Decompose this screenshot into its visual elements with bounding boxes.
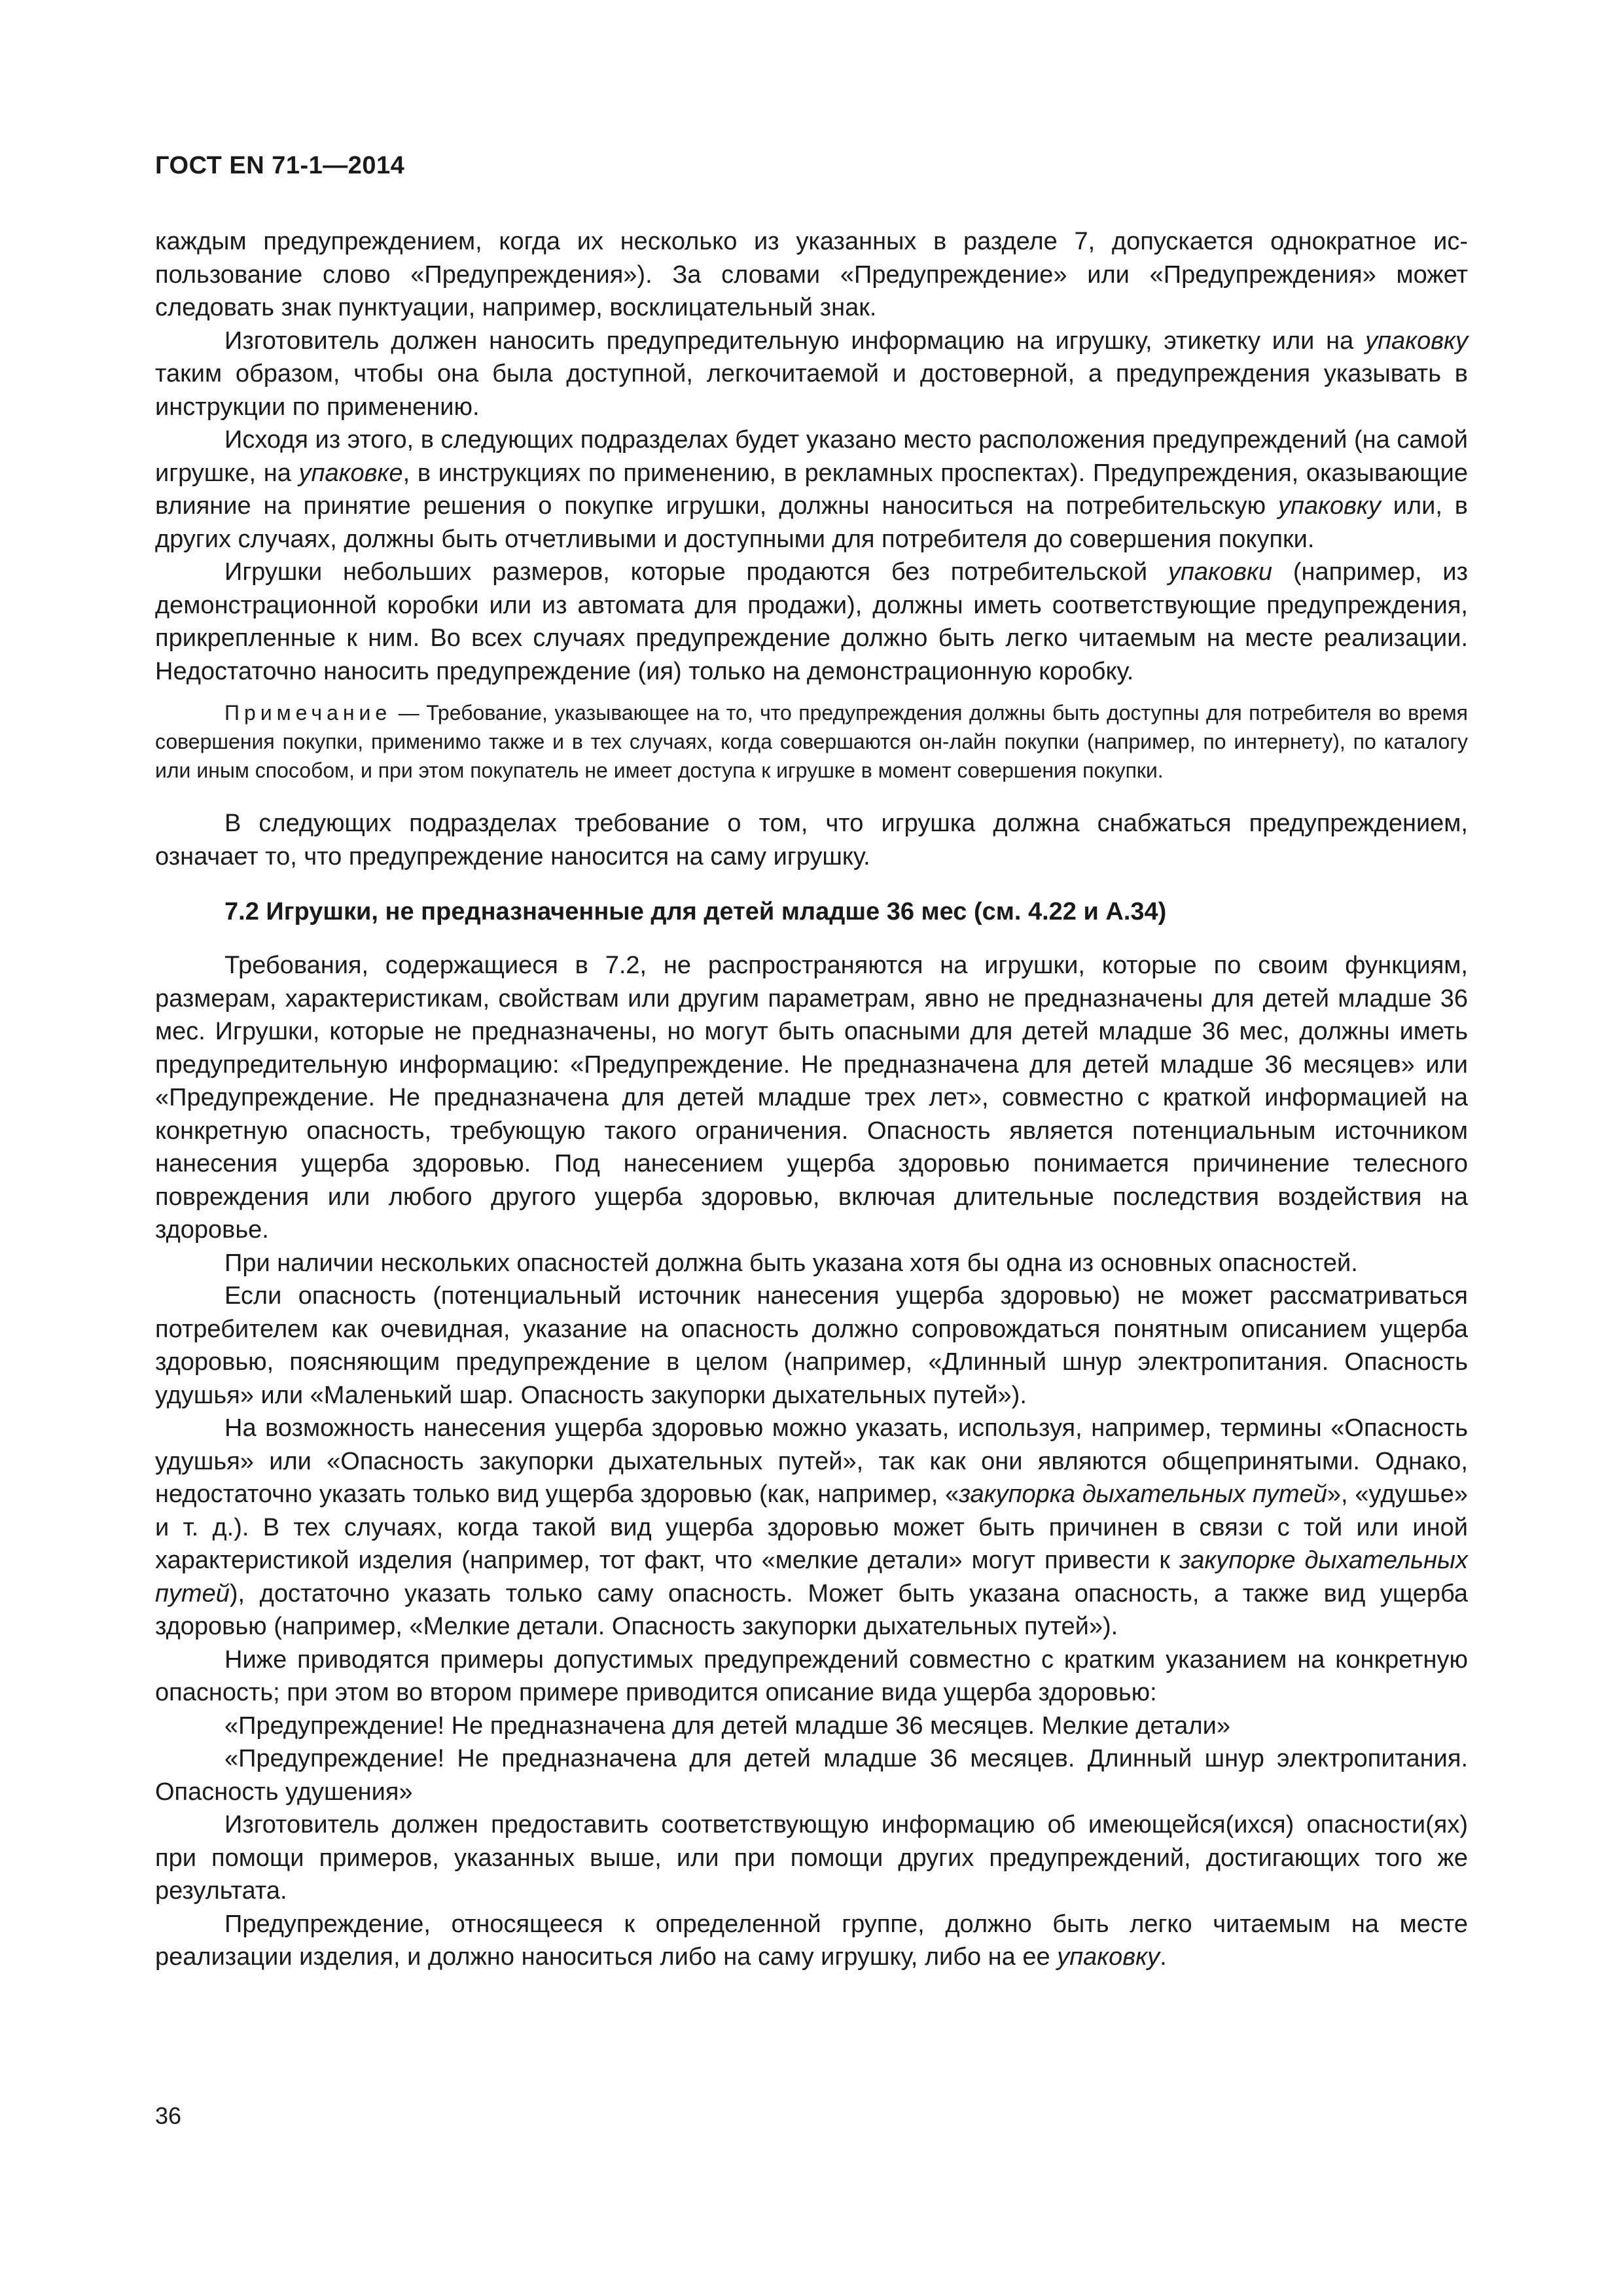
paragraph-text: «Предупреждение! Не предназначена для детей младше 36 месяцев. Длинный шнур электропитания. Опасность удушения» (155, 1745, 1468, 1806)
document-body (155, 225, 1468, 1974)
paragraph-text: , в инструкциях по применению, в рекламных проспектах). Предупреждения, оказывающие влияние на принятие решения о покупке игрушки, должны наноситься на потребительскую (155, 459, 1468, 520)
paragraph-text: Ниже приводятся примеры допустимых предупреждений совместно с кратким указанием на конкретную опасность; при этом во втором примере приводится описание вида ущерба здоровью: (155, 1645, 1468, 1706)
paragraph-multiple-hazards (155, 1247, 1468, 1280)
paragraph-text: Игрушки небольших размеров, которые продаются без потребительской (224, 558, 1168, 586)
paragraph-text: Исходя из этого, в следующих подразделах будет указано место расположения предупреждений (на самой игрушке, на (155, 426, 1468, 487)
italic-term: упаковке (298, 459, 403, 487)
italic-term: упаковку (1057, 1943, 1160, 1971)
document-header: ГОСТ EN 71-1—2014 (155, 152, 405, 179)
paragraph-text: таким образом, чтобы она была доступной, легкочитаемой и достоверной, а предупреждения указывать в инструкции по применению. (155, 360, 1468, 421)
paragraph-text: Если опасность (потенциальный источник нанесения ущерба здоровью) не может рассматриваться потребителем как очевидная, указание на опасность должно сопровождаться понятным описанием ущерба здоровью, поясняющим предупреждение в целом (например, «Длинный шнур электропитания. Опасность удушья» или «Маленький шар. Опасность закупорки дыхательных путей»). (155, 1282, 1468, 1409)
paragraph-text: На возможность нанесения ущерба здоровью можно указать, используя, например, термины «Опасность удушья» или «Опасность закупорки дыхательных путей», так как они являются общепринятыми. Однако, недостаточно указать только вид ущерба здоровью (как, например, « (155, 1414, 1468, 1508)
paragraph-text: или, в других случаях, должны быть отчетливыми и доступными для потребителя до совершения покупки. (155, 492, 1468, 553)
paragraph-text: Предупреждение, относящееся к определенной группе, должно быть легко читаемым на месте реализации изделия, и должно наноситься либо на саму игрушку, либо на ее (155, 1910, 1468, 1971)
note-label: Примечание (224, 701, 392, 725)
paragraph-continuation (155, 225, 1468, 325)
paragraph-text: (например, из демонстрационной коробки или из автомата для продажи), должны иметь соответствующие предупреждения, прикрепленные к ним. Во всех случаях предупреждение должно быть легко читаемым на месте реализации. Недостаточно наносить предупреждение (ия) только на демонстрационную коробку. (155, 558, 1468, 685)
page-number: 36 (155, 2102, 182, 2129)
italic-term: закупорка дыхательных путей (959, 1480, 1327, 1508)
paragraph-text: », «удушье» и т. д.). В тех случаях, когда такой вид ущерба здоровью может быть причинен в связи с той или иной характеристикой изделия (например, тот факт, что «мелкие детали» могут привести к (155, 1480, 1468, 1574)
document-page (155, 0, 1468, 2296)
paragraph-subsection-meaning (155, 807, 1468, 873)
paragraph-requirements-7-2 (155, 949, 1468, 1247)
paragraph-warning-location (155, 423, 1468, 556)
paragraph-text: В следующих подразделах требование о том, что игрушка должна снабжаться предупреждением, означает то, что предупреждение наносится на саму игрушку. (155, 810, 1468, 870)
paragraph-manufacturer-warning (155, 325, 1468, 424)
paragraph-text: Требования, содержащиеся в 7.2, не распространяются на игрушки, которые по своим функциям, размерам, характеристикам, свойствам или другим параметрам, явно не предназначены для детей младше 36 мес. Игрушки, которые не предназначены, но могут быть опасными для детей младше 36 мес, должны иметь предупредительную информацию: «Предупреждение. Не предназначена для детей младше 36 месяцев» или «Предупреждение. Не предназначена для детей младше трех лет», совместно с краткой информацией на конкретную опасность, требующую такого ограничения. Опасность является потенциальным источником нанесения ущерба здоровью. Под нанесением ущерба здоровью понимается причинение телесного повреждения или любого другого ущерба здоровью, включая длительные последствия воздействия на здоровье. (155, 952, 1468, 1244)
example-warning-2 (155, 1742, 1468, 1808)
paragraph-text: При наличии нескольких опасностей должна быть указана хотя бы одна из основных опасностей. (224, 1249, 1358, 1277)
paragraph-hazard-terms (155, 1412, 1468, 1643)
italic-term: упаковку (1365, 327, 1468, 355)
paragraph-small-toys (155, 556, 1468, 688)
paragraph-text: Изготовитель должен наносить предупредительную информацию на игрушку, этикетку или на (224, 327, 1366, 355)
section-heading-7-2: 7.2 Игрушки, не предназначенные для детей младше 36 мес (см. 4.22 и А.34) (224, 898, 1167, 925)
paragraph-examples-intro (155, 1643, 1468, 1710)
paragraph-text: . (1160, 1943, 1167, 1971)
italic-term: упаковки (1168, 558, 1273, 586)
paragraph-text: ), достаточно указать только саму опасность. Может быть указана опасность, а также вид ущерба здоровью (например, «Мелкие детали. Опасность закупорки дыхательных путей»). (155, 1579, 1468, 1640)
note-text: — Требование, указывающее на то, что предупреждения должны быть доступны для потребителя во время совершения покупки, применимо также и в тех случаях, когда совершаются он-лайн покупки (например, по интернету), по каталогу или иным способом, и при этом покупатель не имеет доступа к игрушке в момент совершения покупки. (155, 701, 1468, 782)
paragraph-group-warning (155, 1908, 1468, 1974)
paragraph-text: Изготовитель должен предоставить соответствующую информацию об имеющейся(ихся) опасности(ях) при помощи примеров, указанных выше, или при помощи других предупреждений, достигающих того же результата. (155, 1811, 1468, 1905)
note-paragraph (155, 698, 1468, 785)
example-warning-1 (155, 1710, 1468, 1743)
italic-term: упаковку (1277, 492, 1381, 520)
paragraph-manufacturer-info (155, 1808, 1468, 1908)
italic-term: закупорке дыхательных путей (155, 1547, 1468, 1607)
paragraph-non-obvious-hazard (155, 1280, 1468, 1412)
paragraph-text: каждым предупреждением, когда их несколько из указанных в разделе 7, допускается однократное использование слово «Предупреждения»). За словами «Предупреждение» или «Предупреждения» может следовать знак пунктуации, например, восклицательный знак. (155, 228, 1468, 321)
paragraph-text: «Предупреждение! Не предназначена для детей младше 36 месяцев. Мелкие детали» (224, 1712, 1230, 1740)
